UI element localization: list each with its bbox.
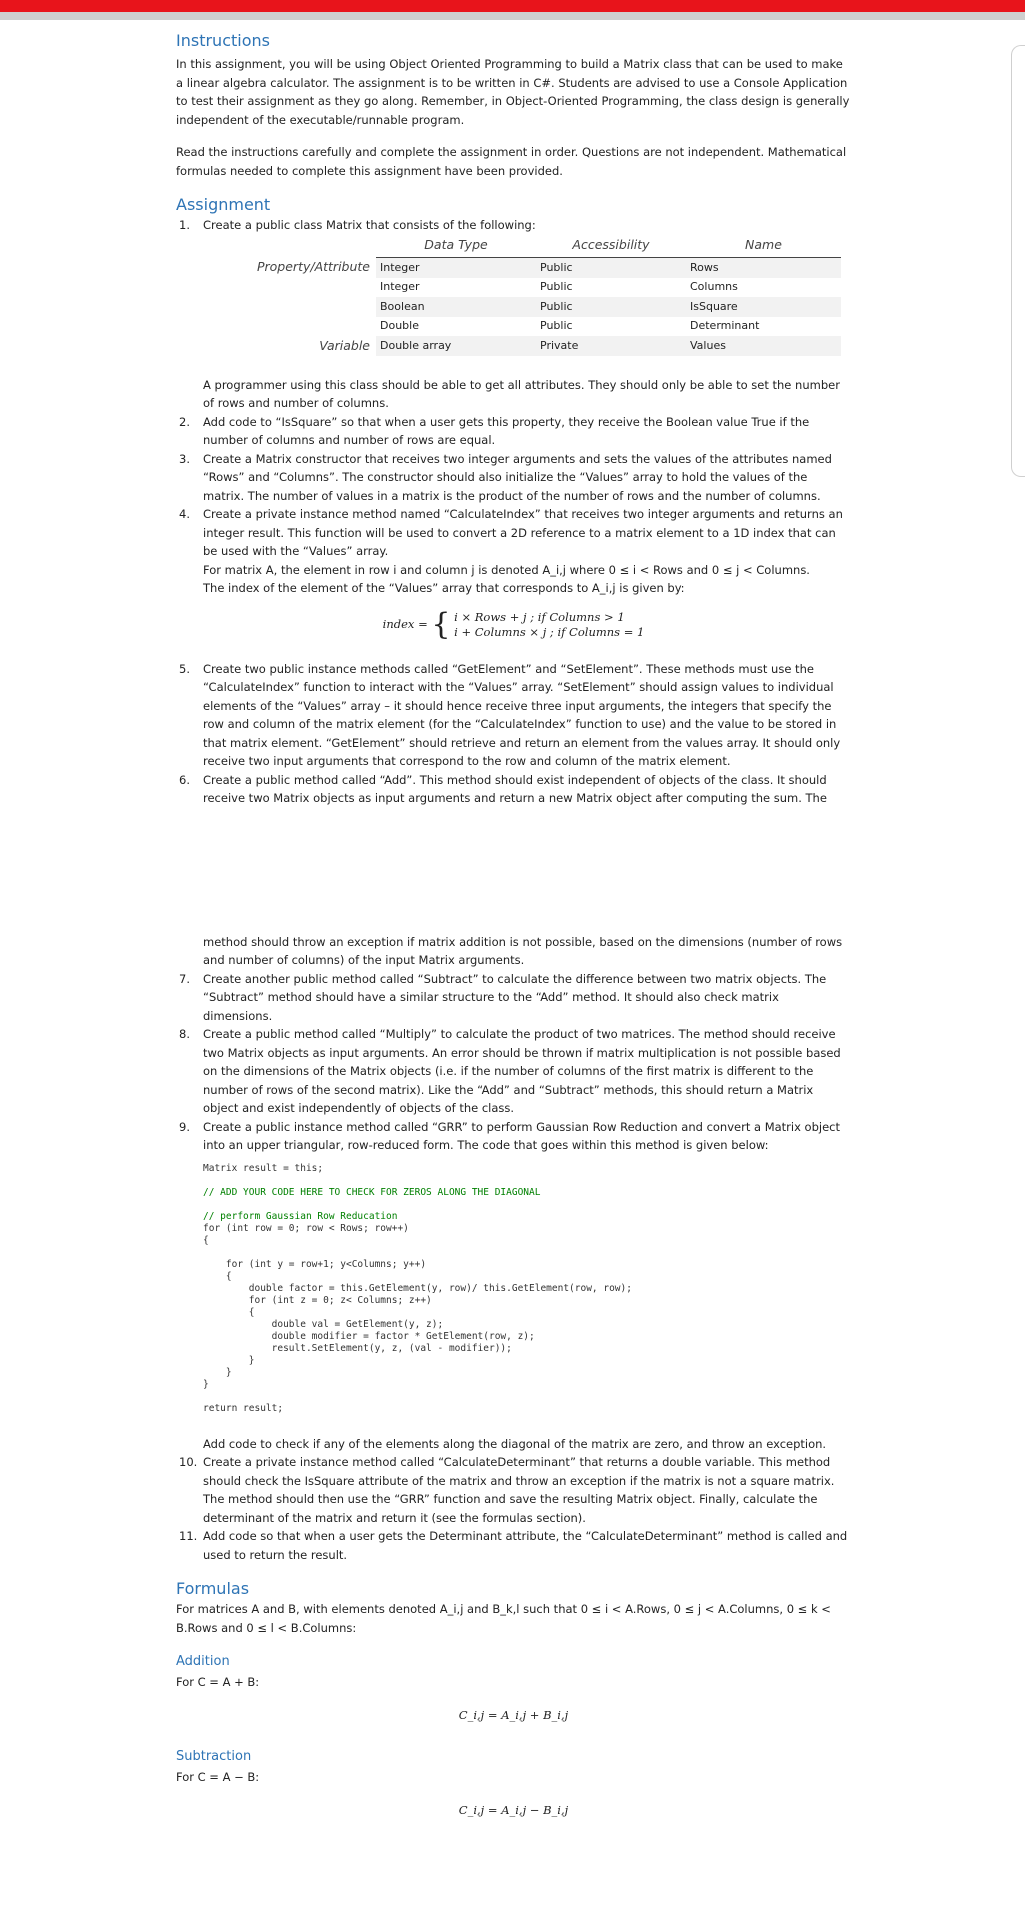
index-equation: index = { i × Rows + j ; if Columns > 1 i + Columns × j ; if Columns = 1: [382, 606, 645, 642]
item-6: 6. Create a public method called “Add”. This method should exist independent of objects of the class. It should receive two Matrix objects as input arguments and return a new Matrix object after computing the sum. The: [179, 772, 827, 805]
addition-for: For C = A + B:: [176, 1675, 260, 1689]
heading-subtraction: Subtraction: [176, 1749, 252, 1764]
item-6-continued: method should throw an exception if matrix addition is not possible, based on the dimensions (number of rows and number of columns) of the input Matrix arguments.: [203, 934, 843, 967]
heading-addition: Addition: [176, 1654, 230, 1669]
scrollbar[interactable]: [1011, 45, 1025, 477]
intro-paragraph: In this assignment, you will be using Object Oriented Programming to build a Matrix class that can be used to make a linear algebra calculator. The assignment is to be written in C#. Students are advised to use a Console Application to test their assignment as they go along. Remember, in Object-Oriented Programming, the class design is generally independent of the executable/runnable program.: [176, 57, 850, 127]
item-2: 2. Add code to “IsSquare” so that when a user gets this property, they receive the Boolean value True if the number of columns and number of rows are equal.: [179, 414, 810, 447]
item-3: 3. Create a Matrix constructor that receives two integer arguments and sets the values of the attributes named “Rows” and “Columns”. The constructor should also initialize the “Values” array to hold the values of the matrix. The number of values in a matrix is the product of the number of rows and the number of columns.: [179, 451, 832, 503]
col-header-access: Accessibility: [536, 235, 686, 258]
subtraction-for: For C = A − B:: [176, 1770, 260, 1784]
page-break-gap: [176, 808, 851, 933]
item-8: 8. Create a public method called “Multiply” to calculate the product of two matrices. The method should receive two Matrix objects as input arguments. An error should be thrown if matrix multiplication is not possible based on the dimensions of the Matrix objects (i.e. if the number of columns of the first matrix is different to the number of rows of the second matrix). Like the “Add” and “Subtract” methods, this should return a Matrix object and exist independently of objects of the class.: [179, 1027, 841, 1115]
after-table-paragraph: A programmer using this class should be able to get all attributes. They should only be able to set the number of rows and number of columns.: [203, 377, 840, 410]
table-row: Variable Double array Private Values: [243, 336, 841, 356]
attributes-table: [243, 235, 841, 356]
item-5: 5. Create two public instance methods called “GetElement” and “SetElement”. These methods must use the “CalculateIndex” function to interact with the “Values” array. “SetElement” should assign values to individual elements of the “Values” array – it should hence receive three input arguments, the integers that specify the row and column of the matrix element (for the “CalculateIndex” function to use) and the value to be stored in that matrix element. “GetElement” should retrieve and return an element from the values array. It should only receive two input arguments that correspond to the row and column of the matrix element.: [179, 661, 841, 768]
item-4: 4. Create a private instance method named “CalculateIndex” that receives two integer arguments and returns an integer result. This function will be used to convert a 2D reference to a matrix element to a 1D index that can be used with the “Values” array. For matrix A, the element in row i and column j is denoted A_i,j where 0 ≤ i < Rows and 0 ≤ j < Columns. The index of the element of the “Values” array that corresponds to A_i,j is given by:: [176, 505, 851, 598]
code-block: Matrix result = this; // ADD YOUR CODE HERE TO CHECK FOR ZEROS ALONG THE DIAGONAL // perform Gaussian Row Reducation for (int row = 0; row < Rows; row++) { for (int y = row+1; y<Columns; y++) { double factor = this.GetElement(y, row)/ this.GetElement(row, row); for (int z = 0; z< Columns; z++) { double val = GetElement(y, z); double modifier = factor * GetElement(row, z); result.SetElement(y, z, (val - modifier)); } } } return result;: [203, 1162, 632, 1414]
table-row: Double Public Determinant: [243, 317, 841, 337]
formulas-intro: For matrices A and B, with elements denoted A_i,j and B_k,l such that 0 ≤ i < A.Rows, 0 ≤ j < A.Columns, 0 ≤ k < B.Rows and 0 ≤ l < B.Columns:: [176, 1602, 831, 1635]
item-9: 9. Create a public instance method called “GRR” to perform Gaussian Row Reduction and convert a Matrix object into an upper triangular, row-reduced form. The code that goes within this method is given below:: [179, 1119, 840, 1152]
top-shade: [0, 12, 1025, 20]
brace-symbol: {: [431, 606, 451, 642]
addition-equation: C_i,j = A_i,j + B_i,j: [458, 1707, 569, 1722]
subtraction-equation: C_i,j = A_i,j − B_i,j: [458, 1802, 569, 1817]
after-code-paragraph: Add code to check if any of the elements along the diagonal of the matrix are zero, and throw an exception.: [203, 1436, 827, 1451]
table-row: Property/Attribute Integer Public Rows: [243, 258, 841, 278]
col-header-name: Name: [686, 235, 841, 258]
table-row: Boolean Public IsSquare: [243, 297, 841, 317]
item-4-line-3: The index of the element of the “Values” array that corresponds to A_i,j is given by:: [203, 581, 685, 595]
table-row: Integer Public Columns: [243, 278, 841, 298]
heading-instructions: Instructions: [176, 31, 270, 50]
col-header-type: Data Type: [376, 235, 536, 258]
heading-formulas: Formulas: [176, 1579, 250, 1598]
item-10: 10. Create a private instance method called “CalculateDeterminant” that returns a double variable. This method should check the IsSquare attribute of the matrix and throw an exception if the matrix is not a square matrix. The method should then use the “GRR” function and save the resulting Matrix object. Finally, calculate the determinant of the matrix and return it (see the formulas section).: [179, 1455, 835, 1525]
top-accent-bar: [0, 0, 1025, 12]
item-4-line-2: For matrix A, the element in row i and column j is denoted A_i,j where 0 ≤ i < Rows and 0 ≤ j < Columns.: [203, 562, 810, 577]
heading-assignment: Assignment: [176, 195, 271, 214]
read-instructions-paragraph: Read the instructions carefully and complete the assignment in order. Questions are not independent. Mathematical formulas needed to complete this assignment have been provided.: [176, 145, 847, 178]
item-1: 1. Create a public class Matrix that consists of the following:: [179, 218, 536, 232]
item-11: 11. Add code so that when a user gets the Determinant attribute, the “CalculateDeterminant” method is called and used to return the result.: [179, 1529, 848, 1562]
document-page: [176, 30, 851, 1819]
item-7: 7. Create another public method called “Subtract” to calculate the difference between two matrix objects. The “Subtract” method should have a similar structure to the “Add” method. It should also check matrix dimensions.: [179, 971, 827, 1023]
